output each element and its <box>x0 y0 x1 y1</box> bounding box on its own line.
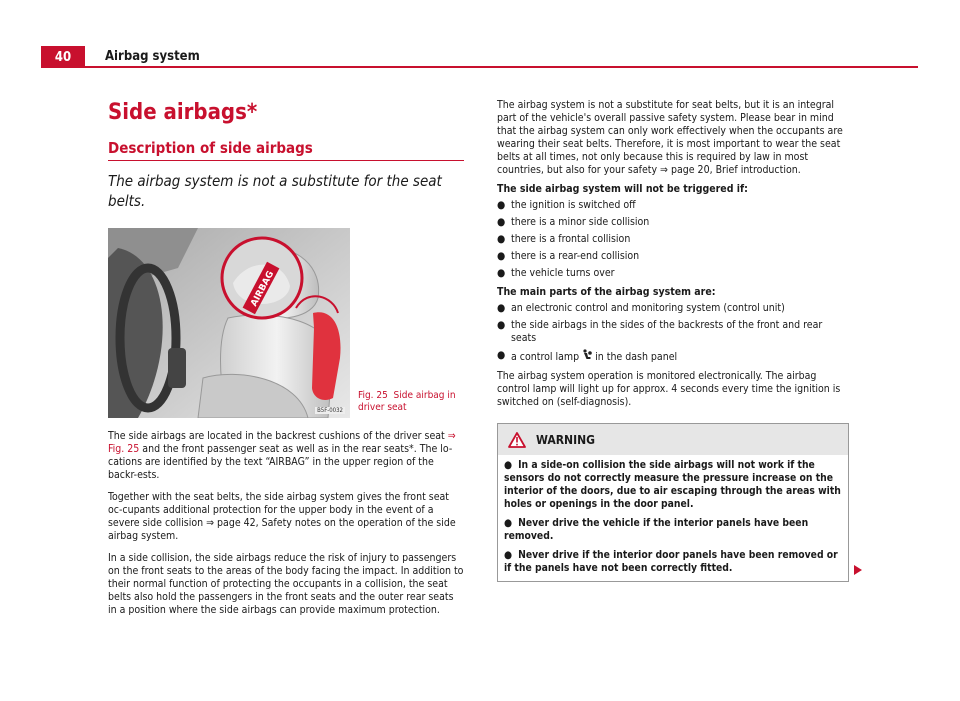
bullet-icon: ● <box>504 549 513 561</box>
warning-list <box>498 455 848 581</box>
bullet-icon: ● <box>504 459 513 471</box>
airbag-lamp-icon <box>582 349 592 360</box>
list-item-text: there is a frontal collision <box>511 233 631 245</box>
list-item <box>497 267 847 280</box>
warning-item <box>504 517 842 543</box>
bullet-icon: ● <box>497 216 506 228</box>
list-item-text: there is a minor side collision <box>511 216 650 228</box>
list-item <box>497 319 847 345</box>
warning-item-text: In a side-on collision the side airbags will not work if the sensors do not correctly measure the pressure increase on the interior of the doors, due to air escaping through the areas with holes or openings in the door panel. <box>504 459 841 510</box>
list-item-text: there is a rear-end collision <box>511 250 640 262</box>
figure-block <box>108 228 464 418</box>
section-title: Side airbags* <box>108 100 258 125</box>
warning-title: WARNING <box>536 432 595 447</box>
figure-caption-text: Side airbag in driver seat <box>358 390 456 413</box>
paragraph-text: The side airbags are located in the backrest cushions of the driver seat <box>108 430 448 442</box>
warning-triangle-icon <box>508 432 526 448</box>
paragraph-location <box>108 430 464 482</box>
bullet-icon: ● <box>497 267 506 279</box>
parts-list <box>497 302 847 364</box>
list-item <box>497 349 847 364</box>
list-item-text: the vehicle turns over <box>511 267 615 279</box>
list-item-text: in the dash panel <box>592 351 678 363</box>
figure-code: B5F-0032 <box>317 407 343 414</box>
subsection-rule <box>108 160 464 161</box>
bullet-icon: ● <box>497 349 506 361</box>
paragraph-monitoring: The airbag system operation is monitored electronically. The airbag control lamp will light up for approx. 4 seconds every time the ignition is switched on (self-diagnosis). <box>497 370 841 408</box>
lead-text: The airbag system is not a substitute for the seat belts. <box>108 172 442 210</box>
figure-caption <box>358 390 464 414</box>
continue-arrow-icon <box>854 565 862 575</box>
paragraph-collision: In a side collision, the side airbags reduce the risk of injury to passengers on the front seats to the areas of the body facing the impact. In addition to their normal function of protecting the occupants in a collision, the seat belts also hold the passengers in the front seats and the outer rear seats in a position where the side airbags can provide maximum protection. <box>108 552 464 616</box>
list-item-text: an electronic control and monitoring system (control unit) <box>511 302 785 314</box>
bullet-icon: ● <box>497 250 506 262</box>
warning-item-text: Never drive the vehicle if the interior panels have been removed. <box>504 517 809 542</box>
parts-heading: The main parts of the airbag system are: <box>497 286 716 298</box>
seat-image <box>108 228 350 418</box>
seat-illustration <box>108 228 350 418</box>
bullet-icon: ● <box>504 517 513 529</box>
list-item-text: a control lamp <box>511 351 583 363</box>
paragraph-protection: Together with the seat belts, the side airbag system gives the front seat oc-cupants additional protection for the upper body in the event of a severe side collision ⇒ page 42, Safety notes on the operation of the side airbag system. <box>108 491 456 542</box>
list-item-text: the ignition is switched off <box>511 199 636 211</box>
figure-link[interactable]: ⇒ Fig. 25 <box>108 430 456 455</box>
list-item <box>497 250 847 263</box>
page-number: 40 <box>41 46 85 68</box>
paragraph-text: and the front passenger seat as well as in the rear seats*. The lo-cations are identified by the text “AIRBAG” in the upper region of the backr-ests. <box>108 443 453 481</box>
list-item-text: the side airbags in the sides of the backrests of the front and rear seats <box>511 319 823 344</box>
list-item <box>497 302 847 315</box>
warning-header <box>498 424 848 455</box>
not-triggered-heading: The side airbag system will not be triggered if: <box>497 183 748 195</box>
list-item <box>497 233 847 246</box>
bullet-icon: ● <box>497 233 506 245</box>
bullet-icon: ● <box>497 199 506 211</box>
header-rule <box>85 66 918 68</box>
warning-item <box>504 549 842 575</box>
list-item <box>497 199 847 212</box>
airbag-label: AIRBAG <box>249 269 277 309</box>
left-column <box>108 100 464 617</box>
bullet-icon: ● <box>497 319 506 331</box>
paragraph-intro: The airbag system is not a substitute for seat belts, but it is an integral part of the vehicle's overall passive safety system. Please bear in mind that the airbag system can only work effectively when the occupants are wearing their seat belts. Therefore, it is most important to wear the seat belts at all times, not only because this is required by law in most countries, but also for your safety ⇒ page 20, Brief introduction. <box>497 99 843 176</box>
not-triggered-list <box>497 199 847 280</box>
warning-item-text: Never drive if the interior door panels have been removed or if the panels have not been correctly fitted. <box>504 549 838 574</box>
chapter-title: Airbag system <box>105 49 200 64</box>
warning-item <box>504 459 842 511</box>
right-column <box>497 99 847 582</box>
list-item <box>497 216 847 229</box>
bullet-icon: ● <box>497 302 506 314</box>
subsection-title: Description of side airbags <box>108 139 313 157</box>
warning-box <box>497 423 849 582</box>
figure-ref: Fig. 25 <box>358 390 388 401</box>
